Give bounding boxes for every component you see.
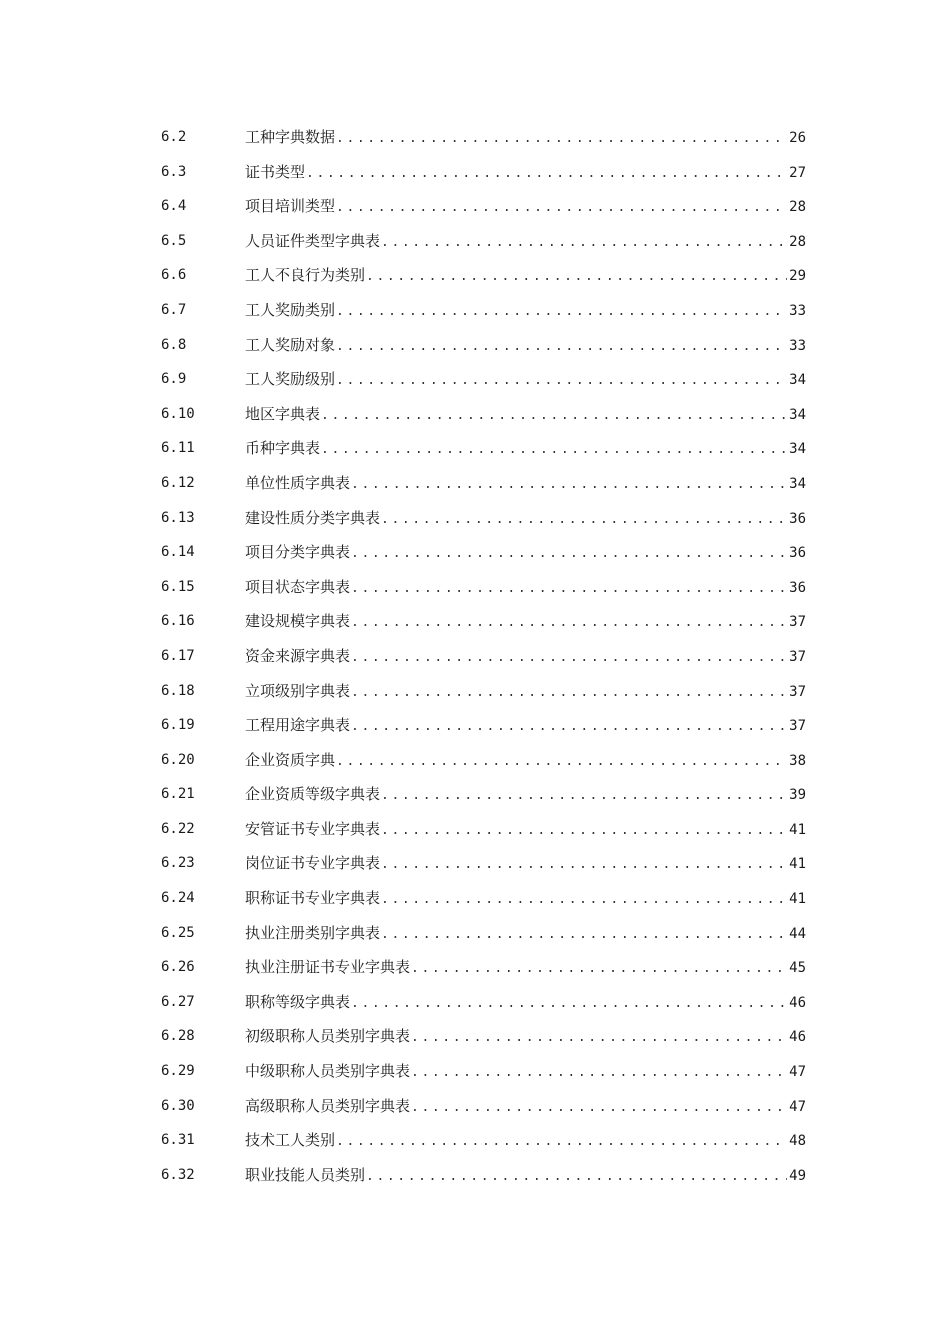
toc-entry-number: 6.27 <box>161 993 195 1010</box>
toc-entry[interactable] <box>0 1123 950 1158</box>
toc-entry-number: 6.22 <box>161 820 195 837</box>
toc-entry-title[interactable]: 安管证书专业字典表 <box>245 819 381 838</box>
toc-entry-title[interactable]: 职称等级字典表 <box>245 992 351 1011</box>
toc-entry-number: 6.26 <box>161 959 195 976</box>
toc-entry-title[interactable]: 资金来源字典表 <box>245 646 351 665</box>
dot-leader <box>411 952 787 987</box>
toc-entry-number: 6.10 <box>161 405 195 422</box>
toc-entry[interactable] <box>0 224 950 259</box>
toc-entry-line <box>245 812 806 849</box>
toc-entry-number: 6.3 <box>161 163 187 180</box>
toc-entry-line <box>245 570 806 607</box>
toc-entry[interactable] <box>0 1019 950 1054</box>
toc-entry-title[interactable]: 工种字典数据 <box>245 128 336 146</box>
toc-entry-number: 6.16 <box>161 613 195 630</box>
toc-entry-title[interactable]: 项目状态字典表 <box>245 577 351 596</box>
toc-entry-number: 6.5 <box>161 232 187 249</box>
dot-leader <box>351 710 787 745</box>
toc-entry-page-number[interactable]: 33 <box>789 302 806 319</box>
dot-leader <box>381 848 787 883</box>
toc-entry-line <box>245 743 806 780</box>
toc-entry[interactable] <box>0 743 950 778</box>
toc-entry-number: 6.25 <box>161 924 195 941</box>
toc-entry-number: 6.31 <box>161 1132 195 1149</box>
toc-entry-page-number[interactable]: 33 <box>789 337 806 354</box>
toc-entry-line <box>245 466 806 503</box>
toc-entry[interactable] <box>0 501 950 536</box>
dot-leader <box>366 1160 787 1195</box>
toc-entry-number: 6.9 <box>161 371 187 388</box>
toc-entry[interactable] <box>0 120 950 155</box>
toc-entry[interactable] <box>0 1089 950 1124</box>
toc-entry-line <box>245 293 806 330</box>
toc-entry-title[interactable]: 单位性质字典表 <box>245 473 351 492</box>
dot-leader <box>381 814 787 849</box>
toc-entry-title[interactable]: 企业资质等级字典表 <box>245 785 381 804</box>
dot-leader <box>336 122 787 157</box>
dot-leader <box>351 606 787 641</box>
toc-entry-title[interactable]: 建设性质分类字典表 <box>245 508 381 527</box>
toc-entry-page-number[interactable]: 49 <box>789 1167 806 1184</box>
toc-entry-page-number[interactable]: 37 <box>789 718 806 735</box>
toc-entry-title[interactable]: 工人不良行为类别 <box>245 266 366 285</box>
toc-entry-line <box>245 1123 806 1160</box>
toc-entry-page-number[interactable]: 34 <box>789 475 806 492</box>
toc-entry-line <box>245 1089 806 1126</box>
toc-entry-page-number[interactable]: 46 <box>789 994 806 1011</box>
toc-entry-title[interactable]: 执业注册证书专业字典表 <box>245 958 411 977</box>
toc-entry[interactable] <box>0 466 950 501</box>
dot-leader <box>336 1125 787 1160</box>
toc-entry-title[interactable]: 立项级别字典表 <box>245 681 351 700</box>
dot-leader <box>381 918 787 953</box>
dot-leader <box>381 779 787 814</box>
toc-entry-page-number[interactable]: 38 <box>789 752 806 769</box>
toc-entry-number: 6.6 <box>161 267 187 284</box>
toc-entry-page-number[interactable]: 41 <box>789 891 806 908</box>
toc-entry-title[interactable]: 执业注册类别字典表 <box>245 923 381 942</box>
dot-leader <box>351 468 787 503</box>
toc-entry-line <box>245 639 806 676</box>
toc-entry[interactable] <box>0 950 950 985</box>
toc-entry[interactable] <box>0 397 950 432</box>
toc-entry-title[interactable]: 人员证件类型字典表 <box>245 231 381 250</box>
toc-entry-page-number[interactable]: 26 <box>789 130 806 146</box>
toc-entry-line <box>245 397 806 434</box>
toc-entry[interactable] <box>0 916 950 951</box>
toc-entry[interactable] <box>0 846 950 881</box>
toc-entry[interactable] <box>0 881 950 916</box>
toc-entry-number: 6.13 <box>161 509 195 526</box>
toc-entry-title[interactable]: 中级职称人员类别字典表 <box>245 1062 411 1081</box>
toc-entry-line <box>245 328 806 365</box>
toc-entry-line <box>245 155 806 192</box>
toc-entry-title[interactable]: 项目培训类型 <box>245 197 336 216</box>
toc-entry-title[interactable]: 证书类型 <box>245 162 306 181</box>
toc-entry-number: 6.11 <box>161 440 195 457</box>
toc-entry-number: 6.28 <box>161 1028 195 1045</box>
toc-entry-title[interactable]: 地区字典表 <box>245 404 321 423</box>
toc-entry-line <box>245 1019 806 1056</box>
table-of-contents <box>0 120 950 1192</box>
dot-leader <box>336 191 787 226</box>
toc-entry-line <box>245 846 806 883</box>
toc-entry-number: 6.15 <box>161 578 195 595</box>
toc-entry-line <box>245 362 806 399</box>
toc-entry-page-number[interactable]: 36 <box>789 545 806 562</box>
toc-entry-line <box>245 501 806 538</box>
toc-entry-number: 6.18 <box>161 682 195 699</box>
toc-entry[interactable] <box>0 189 950 224</box>
toc-entry-title[interactable]: 高级职称人员类别字典表 <box>245 1096 411 1115</box>
toc-entry-page-number[interactable]: 41 <box>789 856 806 873</box>
dot-leader <box>366 260 787 295</box>
toc-entry-line <box>245 1158 806 1195</box>
toc-entry-line <box>245 189 806 226</box>
dot-leader <box>381 503 787 538</box>
toc-entry-title[interactable]: 初级职称人员类别字典表 <box>245 1027 411 1046</box>
toc-entry-page-number[interactable]: 29 <box>789 268 806 285</box>
toc-entry-page-number[interactable]: 34 <box>789 441 806 458</box>
toc-entry-page-number[interactable]: 48 <box>789 1133 806 1150</box>
toc-entry-number: 6.24 <box>161 890 195 907</box>
dot-leader <box>411 1091 787 1126</box>
toc-entry-page-number[interactable]: 34 <box>789 406 806 423</box>
toc-entry-line <box>245 985 806 1022</box>
toc-entry-page-number[interactable]: 36 <box>789 510 806 527</box>
toc-entry-page-number[interactable]: 37 <box>789 648 806 665</box>
dot-leader <box>381 226 787 261</box>
toc-entry-line <box>245 777 806 814</box>
toc-entry-number: 6.4 <box>161 198 187 215</box>
toc-entry-line <box>245 604 806 641</box>
toc-entry-page-number[interactable]: 47 <box>789 1064 806 1081</box>
toc-entry[interactable] <box>0 431 950 466</box>
toc-entry-line <box>245 224 806 261</box>
toc-entry-title[interactable]: 职称证书专业字典表 <box>245 889 381 908</box>
toc-entry-line <box>245 708 806 745</box>
toc-entry-number: 6.2 <box>161 129 187 145</box>
toc-entry[interactable] <box>0 328 950 363</box>
toc-entry-title[interactable]: 岗位证书专业字典表 <box>245 854 381 873</box>
toc-entry-number: 6.7 <box>161 301 187 318</box>
toc-entry-number: 6.20 <box>161 751 195 768</box>
dot-leader <box>351 537 787 572</box>
toc-entry[interactable] <box>0 535 950 570</box>
toc-entry-number: 6.17 <box>161 647 195 664</box>
dot-leader <box>336 295 787 330</box>
toc-entry[interactable] <box>0 570 950 605</box>
toc-entry[interactable] <box>0 155 950 190</box>
toc-entry-line <box>245 258 806 295</box>
toc-entry-line <box>245 1054 806 1091</box>
toc-entry-title[interactable]: 工人奖励类别 <box>245 300 336 319</box>
toc-entry-title[interactable]: 项目分类字典表 <box>245 543 351 562</box>
toc-entry[interactable] <box>0 604 950 639</box>
toc-entry-number: 6.30 <box>161 1097 195 1114</box>
toc-entry-title[interactable]: 企业资质字典 <box>245 750 336 769</box>
toc-entry[interactable] <box>0 674 950 709</box>
toc-entry-title[interactable]: 技术工人类别 <box>245 1131 336 1150</box>
toc-entry[interactable] <box>0 708 950 743</box>
toc-entry-page-number[interactable]: 44 <box>789 925 806 942</box>
toc-entry-number: 6.19 <box>161 717 195 734</box>
toc-entry[interactable] <box>0 985 950 1020</box>
toc-entry-number: 6.23 <box>161 855 195 872</box>
dot-leader <box>336 745 787 780</box>
toc-entry-title[interactable]: 职业技能人员类别 <box>245 1165 366 1184</box>
dot-leader <box>321 433 787 468</box>
toc-entry-page-number[interactable]: 45 <box>789 960 806 977</box>
dot-leader <box>411 1056 787 1091</box>
toc-entry[interactable] <box>0 777 950 812</box>
dot-leader <box>321 399 787 434</box>
toc-entry-page-number[interactable]: 47 <box>789 1098 806 1115</box>
toc-entry[interactable] <box>0 1054 950 1089</box>
toc-entry-line <box>245 916 806 953</box>
toc-entry-number: 6.32 <box>161 1166 195 1183</box>
dot-leader <box>381 883 787 918</box>
toc-entry-line <box>245 950 806 987</box>
dot-leader <box>351 987 787 1022</box>
toc-entry-title[interactable]: 工程用途字典表 <box>245 716 351 735</box>
dot-leader <box>351 572 787 607</box>
dot-leader <box>351 641 787 676</box>
dot-leader <box>306 157 787 192</box>
toc-entry-page-number[interactable]: 46 <box>789 1029 806 1046</box>
toc-entry[interactable] <box>0 258 950 293</box>
toc-entry-number: 6.21 <box>161 786 195 803</box>
toc-entry-page-number[interactable]: 37 <box>789 683 806 700</box>
toc-entry-page-number[interactable]: 39 <box>789 787 806 804</box>
toc-entry-title[interactable]: 工人奖励级别 <box>245 370 336 389</box>
toc-entry-number: 6.8 <box>161 336 187 353</box>
toc-entry-line <box>245 674 806 711</box>
toc-entry-page-number[interactable]: 28 <box>789 199 806 216</box>
dot-leader <box>336 330 787 365</box>
toc-entry-page-number[interactable]: 36 <box>789 579 806 596</box>
toc-entry-line <box>245 881 806 918</box>
toc-entry[interactable] <box>0 362 950 397</box>
toc-entry[interactable] <box>0 812 950 847</box>
toc-entry-page-number[interactable]: 27 <box>789 164 806 181</box>
toc-entry-number: 6.12 <box>161 474 195 491</box>
dot-leader <box>351 676 787 711</box>
toc-entry-number: 6.14 <box>161 544 195 561</box>
toc-entry-page-number[interactable]: 37 <box>789 614 806 631</box>
toc-entry-page-number[interactable]: 28 <box>789 233 806 250</box>
toc-entry-number: 6.29 <box>161 1063 195 1080</box>
toc-entry-page-number[interactable]: 41 <box>789 821 806 838</box>
toc-entry-line <box>245 120 806 157</box>
toc-entry[interactable] <box>0 1158 950 1193</box>
toc-entry-line <box>245 431 806 468</box>
toc-entry-title[interactable]: 工人奖励对象 <box>245 335 336 354</box>
toc-entry-line <box>245 535 806 572</box>
toc-entry[interactable] <box>0 293 950 328</box>
dot-leader <box>336 364 787 399</box>
toc-entry-title[interactable]: 币种字典表 <box>245 439 321 458</box>
toc-entry-title[interactable]: 建设规模字典表 <box>245 612 351 631</box>
toc-entry[interactable] <box>0 639 950 674</box>
toc-entry-page-number[interactable]: 34 <box>789 372 806 389</box>
dot-leader <box>411 1021 787 1056</box>
